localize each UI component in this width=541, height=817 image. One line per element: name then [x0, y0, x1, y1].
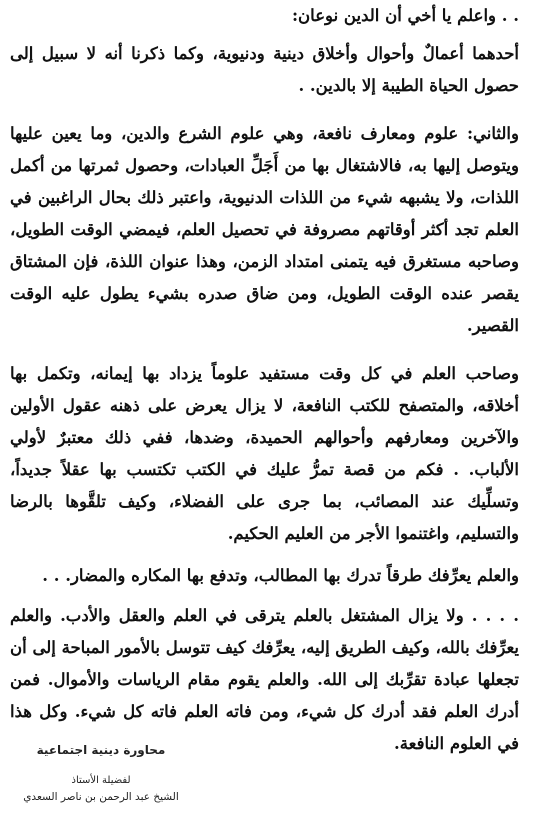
paragraph-first-kind: أحدهما أعمالٌ وأحوال وأخلاق دينية ودنيوية، وكما ذكرنا أنه لا سبيل إلى حصول الحياة الطيبة إلا بالدين. .	[10, 44, 519, 95]
paragraph-ascent: . . . . ولا يزال المشتغل بالعلم يترقى في العلم والعقل والأدب. والعلم يعرِّفك بالله، وكيف الطريق إليه، يعرِّفك كيف تتوسل بالأمور المباحة إلى أن تجعلها عبادة تقرِّبك إلى الله. والعلم يقوم مقام الرياسات والأموال. فمن أدرك العلم فقد أدرك كل شيء، ومن فاته العلم فاته كل شيء. وكل هذا في العلوم النافعة.	[10, 606, 519, 753]
paragraph-scholar: وصاحب العلم في كل وقت مستفيد علوماً يزداد بها إيمانه، وتكمل بها أخلاقه، والمتصفح للكتب النافعة، لا يزال يعرض على ذهنه عقول الأولين والآخرين ومعارفهم وأحوالهم الحميدة، وضدها، ففي ذلك معتبرٌ لأولي الألباب. . فكم من قصة تمرُّ عليك في الكتب تكتسب بها عقلاً جديداً، وتسلِّيك عند المصائب، بما جرى على الفضلاء، وكيف تلقَّوها بالرضا والتسليم، واغتنموا الأجر من العليم الحكيم.	[10, 364, 519, 543]
credit-title: محاورة دينية اجتماعية	[36, 743, 166, 757]
paragraph-intro: . . واعلم يا أخي أن الدين نوعان:	[291, 6, 519, 25]
credit-label: لفضيلة الأستاذ	[71, 775, 131, 786]
paragraph-knowledge-paths: والعلم يعرِّفك طرقاً تدرك بها المطالب، وتدفع بها المكاره والمضار. . .	[42, 566, 519, 585]
credit-author: الشيخ عبد الرحمن بن ناصر السعدي	[23, 791, 179, 803]
paragraph-second-kind: والثاني: علوم ومعارف نافعة، وهي علوم الشرع والدين، وما يعين عليها ويتوصل إليها به، فالاشتغال بها من أَجَلِّ العبادات، وحصول ثمرتها من أكمل اللذات، ولا يشبهه شيء من اللذات الدنيوية، واعتبر ذلك بحال الراغبين في العلم تجد أكثر أوقاتهم مصروفة في تحصيل العلم، فيمضي الوقت الطويل، وصاحبه مستغرق فيه يتمنى امتداد الزمن، وهذا عنوان اللذة، فإن المشتاق يقصر عنده الوقت الطويل، ومن ضاق صدره بشيء يطول عليه الوقت القصير.	[10, 124, 519, 335]
